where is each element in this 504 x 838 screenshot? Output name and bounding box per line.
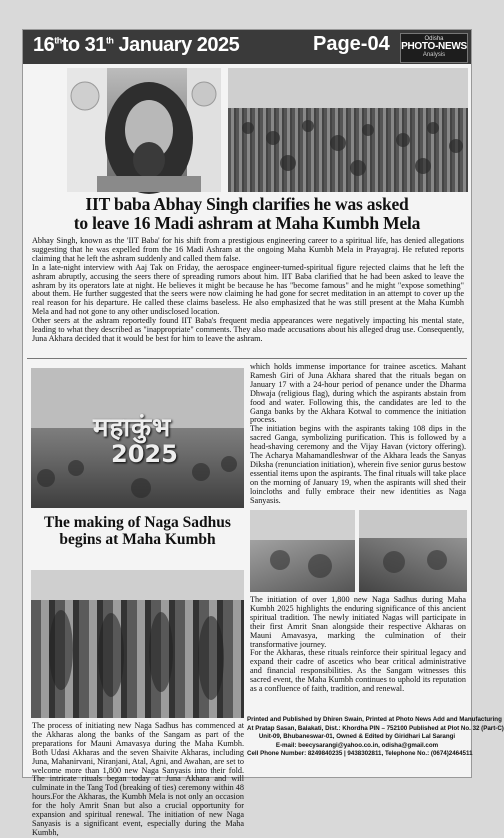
- article1-paragraph: Abhay Singh, known as the 'IIT Baba' for his shift from a prestigious engineering career to a spiritual life, has denied allegations suggesting that he was expelled from the 16 Madi Ashram at the ongoing Maha Kumbh Mela in Prayagraj. He refuted reports claiming that he left the ashram suddenly and called them false.: [32, 236, 464, 263]
- imprint-line: Printed and Published by Dhiren Swain, Printed at Photo News Add and Manufacturing: [247, 716, 502, 723]
- kumbh-hindi-title: महाकुंभ: [93, 413, 172, 443]
- logo-sub-text: Analysis: [422, 52, 446, 58]
- page-number: Page-04: [313, 33, 390, 55]
- crowd-illustration: [228, 68, 468, 192]
- page-header: [23, 30, 471, 64]
- article2-paragraph: The process of initiating new Naga Sadhus has commenced at the Akharas along the banks of the Sangam as part of the preparations for Mauni Amavasya during the Maha Kumbh. Both Udasi Akharas and the seven Shaivite Akharas, including Juna, Mahanirvani, Niranjani, Atal, Agni, and Awahan, are set to welcome more than 1,800 new Naga Sanyasis into their fold. The intricate rituals began today at Juna Akhara and will culminate in the Tang Tod (breaking of ties) ceremony within 48 hours.For the Akharas, the Kumbh Mela is not only an occasion for the holy Amrit Snan but also a crucial opportunity for expansion and spiritual renewal. The initiation of new Naga Sanyasis is a significant event, especially during the Maha Kumbh,: [32, 721, 244, 837]
- ritual-photo-2: [359, 510, 467, 592]
- article2-column1: [32, 722, 244, 838]
- imprint-line: Unit-09, Bhubaneswar-01, Owned & Edited by Giridhari Lal Sarangi: [258, 733, 456, 741]
- kumbh-year: 2025: [111, 440, 178, 468]
- newspaper-page: [22, 29, 504, 837]
- article2-headline-line2: begins at Maha Kumbh: [59, 531, 216, 548]
- logo-main-text: PHOTO-NEWS: [401, 41, 467, 52]
- ritual-illustration-1: [250, 510, 355, 592]
- ritual-photo-1: [250, 510, 355, 592]
- imprint-line: E-mail: beecysarangi@yahoo.co.in, odisha@gmail.com: [275, 741, 439, 749]
- article2-column2-top: [250, 363, 466, 506]
- article2-headline: [31, 514, 244, 548]
- logo-top-text: Odisha: [424, 36, 444, 42]
- article1-paragraph: In a late-night interview with Aaj Tak on Friday, the aerospace engineer-turned-spiritual figure rejected claims that he left the ashram abruptly, accusing the seers there of spreading rumors about him. IIT Baba clarified that he had been asked to leave the ashram by its operators late at night. He believes it might be because he has "become famous" and he might "expose something" about them. He further suggested that the seers were now claiming he had gone for secret meditation in an attempt to cover up the real reason for his departure. He called these claims baseless. He also emphasized that he was still present at the Maha Kumbh Mela and had not gone to any other undisclosed location.: [32, 262, 464, 317]
- article2-paragraph: The initiation begins with the aspirants taking 108 dips in the sacred Ganga, symbolizing purification. This is followed by a head-shaving ceremony and the Vijay Havan (victory offering). The Acharya Mahamandleshwar of the Akhara leads the Sanyas Diksha (renunciation initiation), wherein five senior gurus bestow essential items upon the aspirants. The final rituals will take place on the morning of January 19, when the aspirants will shed their loincloths and fully embrace their new identities as Naga Sanyasis.: [250, 424, 467, 505]
- article1-headline-line2: to leave 16 Madi ashram at Maha Kumbh Mela: [73, 213, 421, 233]
- date-start-suffix: th: [54, 35, 62, 46]
- article2-paragraph: The initiation of over 1,800 new Naga Sadhus during Maha Kumbh 2025 highlights the enduring significance of this ancient spiritual tradition. The newly initiated Nagas will participate in their first Amrit Snan alongside their respective Akharas on Mauni Amavasya, marking the culmination of their transformative journey.: [250, 595, 466, 649]
- kumbh-crowd-photo: [228, 68, 468, 192]
- date-month: January 2025: [118, 34, 240, 56]
- imprint-box: [247, 716, 504, 759]
- article2-paragraph: which holds immense importance for trainee ascetics. Mahant Ramesh Giri of Juna Akhara shared that the rituals began on January 17 with a 24-hour period of penance under the Dharma Dhwaja (religious flag), during which the aspirants abstain from food and water. Following this, the candidates are led to the Ganga banks by the Akhara Kotwal to commence the initiation process.: [250, 362, 466, 425]
- iit-baba-illustration: [67, 68, 221, 192]
- article1-headline-line1: IIT baba Abhay Singh clarifies he was asked: [85, 194, 409, 214]
- masthead-logo: [400, 33, 468, 63]
- article1-headline: [27, 195, 467, 233]
- date-start: 16: [33, 34, 55, 56]
- article1-paragraph: Other seers at the ashram reportedly found IIT Baba's frequent media appearances were negatively impacting his mental state, leading to what they described as "inappropriate" comments. They also made accusations about his alleged drug use. Consequently, Juna Akhara decided that it would be best for him to leave the ashram.: [32, 316, 464, 343]
- date-to: to 31: [61, 34, 106, 56]
- article1-body: [32, 237, 464, 344]
- section-divider: [27, 358, 467, 359]
- imprint-line: Cell Phone Number: 8249840235 | 9438302811, Telephone No.: (0674)2464511: [247, 750, 473, 758]
- date-end-suffix: th: [105, 35, 114, 46]
- ritual-illustration-2: [359, 510, 467, 592]
- iit-baba-photo: [67, 68, 221, 192]
- article2-column2-bottom: [250, 596, 466, 694]
- article2-headline-line1: The making of Naga Sadhus: [44, 514, 231, 531]
- issue-date: [33, 34, 239, 57]
- imprint-line: At Pratap Sasan, Balakati, Dist.: Khordha PIN – 752100 Published at Plot No. 32 (Part-C): [247, 724, 504, 732]
- sadhus-illustration: [31, 570, 244, 718]
- article2-paragraph: For the Akharas, these rituals reinforce their spiritual legacy and expand their cadre of ascetics who bear critical administrative and financial responsibilities. As the Sangam witnesses this sacred event, the Maha Kumbh continues to uphold its reputation as a confluence of faith, tradition, and renewal.: [250, 648, 466, 694]
- naga-sadhus-photo: [31, 570, 244, 718]
